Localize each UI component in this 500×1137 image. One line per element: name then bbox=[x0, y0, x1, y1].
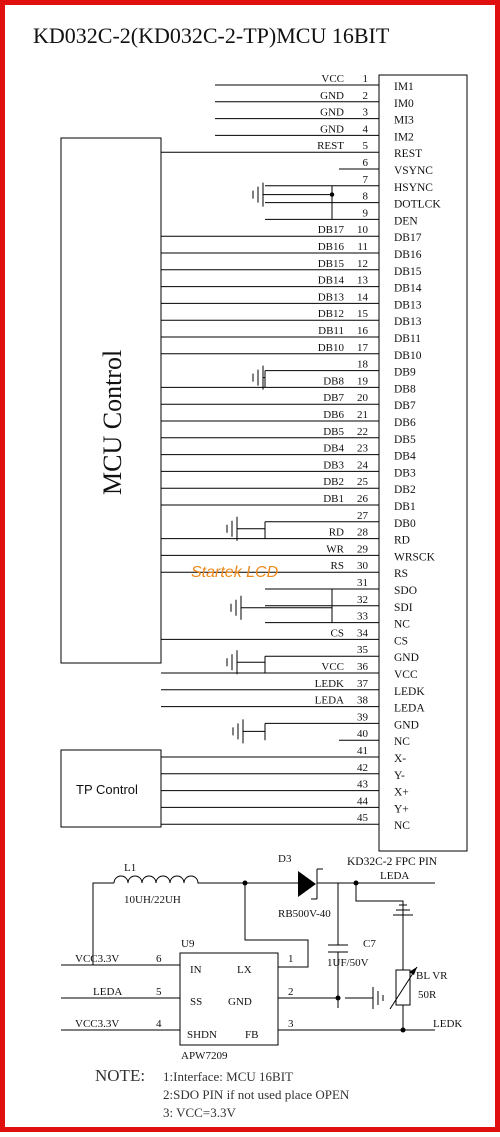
resistor-icon bbox=[396, 970, 410, 1005]
pin-row bbox=[161, 342, 422, 362]
pin-number: 11 bbox=[357, 241, 368, 253]
fpc-pin-label: DOTLCK bbox=[394, 198, 441, 211]
diode-icon bbox=[298, 869, 323, 899]
pin-number: 20 bbox=[357, 392, 368, 405]
pin-number: 17 bbox=[357, 341, 368, 354]
pin-signal-label: WR bbox=[326, 543, 344, 556]
ic-pin-name: GND bbox=[228, 996, 252, 1008]
pin-signal-label: DB6 bbox=[323, 409, 344, 421]
fpc-pin-label: DB4 bbox=[394, 450, 416, 463]
junction-dot bbox=[330, 192, 334, 196]
ic-part: APW7209 bbox=[181, 1050, 228, 1062]
pin-number: 34 bbox=[357, 627, 368, 640]
fpc-pin-label: IM1 bbox=[394, 81, 414, 93]
pin-number: 38 bbox=[357, 694, 368, 707]
ledk-output-label: LEDK bbox=[433, 1018, 463, 1030]
pin-number: 42 bbox=[357, 761, 368, 774]
pin-number: 35 bbox=[357, 644, 368, 657]
pin-row bbox=[161, 375, 416, 395]
inductor-icon bbox=[114, 876, 200, 883]
pin-row bbox=[215, 90, 414, 110]
pin-row bbox=[161, 325, 421, 345]
pin-row bbox=[161, 678, 425, 698]
pin-signal-label: DB2 bbox=[323, 476, 344, 489]
pin-row bbox=[161, 426, 416, 446]
ic-pin-name: IN bbox=[190, 964, 202, 976]
pin-row bbox=[161, 308, 422, 328]
pin-row bbox=[161, 409, 416, 429]
fpc-pin-label: LEDK bbox=[394, 685, 425, 698]
diode-part: RB500V-40 bbox=[278, 908, 331, 920]
pin-number: 39 bbox=[357, 711, 368, 724]
junction-dot bbox=[401, 1028, 406, 1033]
fpc-pin-label: NC bbox=[394, 736, 410, 749]
diode-ref: D3 bbox=[278, 853, 292, 865]
pin-row bbox=[161, 476, 416, 496]
fpc-pin-label: Y- bbox=[394, 769, 405, 782]
fpc-pin-label: GND bbox=[394, 719, 419, 732]
ic-pin-name: LX bbox=[237, 964, 252, 976]
pin-number: 32 bbox=[357, 593, 368, 606]
pin-row bbox=[215, 107, 414, 127]
note-line: 3: VCC=3.3V bbox=[163, 1105, 236, 1120]
pin-signal-label: REST bbox=[317, 140, 344, 153]
note-line: 2:SDO PIN if not used place OPEN bbox=[163, 1087, 350, 1102]
pin-signal-label: LEDA bbox=[314, 694, 344, 707]
pin-number: 40 bbox=[357, 728, 368, 741]
pin-number: 30 bbox=[357, 560, 368, 573]
fpc-pin-label: DB8 bbox=[394, 383, 416, 396]
watermark: Startek LCD bbox=[191, 564, 279, 581]
pin-signal-label: DB13 bbox=[317, 291, 344, 304]
connector-label: KD32C-2 FPC PIN bbox=[347, 856, 438, 868]
fpc-pin-label: DB11 bbox=[394, 333, 422, 345]
pin-signal-label: VCC bbox=[321, 661, 344, 673]
fpc-pin-label: IM0 bbox=[394, 97, 414, 110]
pin-number: 1 bbox=[362, 73, 368, 85]
pin-signal-label: GND bbox=[320, 89, 344, 102]
pin-signal-label: DB11 bbox=[318, 325, 344, 337]
pin-row bbox=[161, 241, 422, 261]
inductor-value: 10UH/22UH bbox=[124, 894, 181, 906]
fpc-pin-label: NC bbox=[394, 618, 410, 631]
pin-number: 45 bbox=[357, 812, 368, 825]
schematic-diagram bbox=[5, 5, 500, 1137]
pin-signal-label: GND bbox=[320, 123, 344, 136]
fpc-pin-label: DB3 bbox=[394, 467, 416, 480]
pin-number: 28 bbox=[357, 526, 368, 539]
pin-row bbox=[161, 224, 422, 244]
fpc-pin-label: VCC bbox=[394, 669, 418, 681]
pin-row bbox=[161, 627, 408, 647]
pin-row bbox=[161, 493, 416, 513]
fpc-pin-label: X- bbox=[394, 753, 407, 765]
notes-block bbox=[95, 1066, 350, 1120]
fpc-pin-label: REST bbox=[394, 148, 423, 161]
ic-ref: U9 bbox=[181, 938, 195, 950]
note-line: 1:Interface: MCU 16BIT bbox=[163, 1069, 293, 1084]
pin-number: 44 bbox=[357, 795, 368, 808]
junction-dot bbox=[354, 881, 359, 886]
fpc-pin-label: DB17 bbox=[394, 232, 422, 245]
fpc-pin-label: SDI bbox=[394, 601, 413, 614]
pin-signal-label: RS bbox=[330, 560, 344, 573]
pin-row bbox=[161, 291, 422, 311]
pin-row bbox=[161, 140, 422, 160]
fpc-pin-label: DB13 bbox=[394, 316, 422, 329]
fpc-pin-label: DB10 bbox=[394, 349, 422, 362]
pin-signal-label: DB17 bbox=[317, 224, 344, 237]
pin-signal-label: DB10 bbox=[317, 341, 344, 354]
fpc-pin-label: IM2 bbox=[394, 131, 414, 144]
ic-pin-name: FB bbox=[245, 1029, 259, 1041]
ic-pin-num: 6 bbox=[156, 953, 162, 965]
leda-output-label: LEDA bbox=[380, 870, 410, 882]
pin-number: 5 bbox=[362, 140, 368, 153]
pin-signal-label: DB14 bbox=[317, 274, 344, 287]
pin-signal-label: DB15 bbox=[317, 257, 344, 270]
pin-number: 19 bbox=[357, 375, 368, 388]
ic-pin-num: 2 bbox=[288, 986, 294, 998]
pin-signal-label: CS bbox=[330, 627, 344, 640]
ground-icon bbox=[373, 987, 383, 1009]
fpc-pin-label: Y+ bbox=[394, 803, 409, 816]
ic-pin-num: 5 bbox=[156, 986, 162, 998]
ic-net-ss: LEDA bbox=[93, 986, 123, 998]
fpc-pin-label: DB6 bbox=[394, 417, 416, 429]
fpc-pin-label: SDO bbox=[394, 585, 418, 597]
pin-number: 13 bbox=[357, 274, 368, 287]
tp-control-label: TP Control bbox=[76, 782, 138, 797]
pin-number: 14 bbox=[357, 291, 368, 304]
pin-number: 2 bbox=[362, 89, 368, 102]
pin-row bbox=[161, 695, 425, 715]
pin-row bbox=[161, 443, 416, 463]
pin-rows bbox=[161, 73, 441, 832]
fpc-pin-label: VSYNC bbox=[394, 165, 433, 177]
pin-signal-label: LEDK bbox=[314, 677, 344, 690]
pin-number: 37 bbox=[357, 677, 368, 690]
pin-row bbox=[161, 527, 410, 547]
pin-number: 43 bbox=[357, 778, 368, 791]
pin-signal-label: DB12 bbox=[317, 308, 344, 321]
cap-ref: C7 bbox=[363, 938, 376, 950]
mcu-control-label: MCU Control bbox=[98, 349, 127, 495]
pin-number: 36 bbox=[357, 661, 368, 673]
pin-row bbox=[161, 275, 422, 295]
diagram-title: KD032C-2(KD032C-2-TP)MCU 16BIT bbox=[33, 23, 390, 48]
pin-signal-label: DB8 bbox=[323, 375, 344, 388]
ic-pin-num: 4 bbox=[156, 1018, 162, 1030]
fpc-pin-label: DB2 bbox=[394, 484, 416, 497]
ic-pin-num: 1 bbox=[288, 953, 294, 965]
junction-dot bbox=[243, 881, 248, 886]
fpc-pin-label: RS bbox=[394, 568, 409, 581]
fpc-pin-label: DB14 bbox=[394, 282, 422, 295]
pin-number: 25 bbox=[357, 476, 368, 489]
pin-signal-label: DB5 bbox=[323, 425, 344, 438]
fpc-pin-label: NC bbox=[394, 820, 410, 833]
fpc-pin-label: CS bbox=[394, 635, 409, 648]
pin-signal-label: GND bbox=[320, 106, 344, 119]
pin-number: 6 bbox=[362, 157, 368, 169]
pin-row bbox=[265, 594, 413, 614]
pin-signal-label: VCC bbox=[321, 73, 344, 85]
ic-pin-num: 3 bbox=[288, 1018, 294, 1030]
fpc-pin-label: RD bbox=[394, 534, 410, 547]
fpc-pin-label: DB13 bbox=[394, 299, 422, 312]
backlight-circuit bbox=[61, 853, 462, 1062]
junction-dot bbox=[336, 996, 341, 1001]
pin-number: 3 bbox=[362, 106, 368, 119]
inductor-ref: L1 bbox=[124, 862, 137, 874]
pin-signal-label: RD bbox=[328, 526, 344, 539]
fpc-pin-label: WRSCK bbox=[394, 551, 435, 564]
pin-row bbox=[161, 392, 416, 412]
pin-number: 9 bbox=[362, 207, 368, 220]
pin-row bbox=[161, 762, 405, 782]
pin-number: 8 bbox=[362, 190, 368, 203]
pin-number: 24 bbox=[357, 459, 368, 472]
fpc-pin-label: MI3 bbox=[394, 114, 414, 127]
pin-number: 27 bbox=[357, 509, 368, 522]
pin-number: 15 bbox=[357, 308, 368, 321]
fpc-pin-label: DB5 bbox=[394, 433, 416, 446]
cap-value: 1UF/50V bbox=[327, 957, 369, 969]
pin-number: 31 bbox=[357, 577, 368, 589]
pin-number: 22 bbox=[357, 425, 368, 438]
ic-pin-name: SHDN bbox=[187, 1029, 217, 1041]
ic-net-shdn: VCC3.3V bbox=[75, 1018, 120, 1030]
ic-pin-name: SS bbox=[190, 996, 203, 1008]
pin-number: 23 bbox=[357, 442, 368, 455]
fpc-pin-label: DEN bbox=[394, 215, 418, 228]
pin-row bbox=[161, 779, 409, 799]
pin-row bbox=[215, 123, 414, 143]
fpc-pin-label: X+ bbox=[394, 786, 409, 799]
pin-number: 4 bbox=[362, 123, 368, 136]
fpc-pin-label: DB9 bbox=[394, 366, 416, 379]
fpc-pin-label: HSYNC bbox=[394, 181, 433, 194]
pin-row bbox=[161, 459, 416, 479]
pin-signal-label: DB4 bbox=[323, 442, 344, 455]
pin-number: 7 bbox=[362, 173, 368, 186]
resistor-value: 50R bbox=[418, 989, 437, 1001]
pin-number: 12 bbox=[357, 257, 368, 270]
pin-number: 26 bbox=[357, 493, 368, 505]
fpc-pin-label: DB1 bbox=[394, 501, 416, 513]
pin-row bbox=[161, 812, 410, 832]
pin-row bbox=[215, 73, 414, 93]
resistor-ref: BL VR bbox=[416, 970, 448, 982]
note-heading: NOTE: bbox=[95, 1066, 146, 1085]
pin-row bbox=[161, 258, 422, 278]
pin-signal-label: DB16 bbox=[317, 241, 344, 253]
fpc-pin-label: DB7 bbox=[394, 400, 416, 413]
pin-row bbox=[161, 745, 406, 765]
pin-number: 41 bbox=[357, 745, 368, 757]
pin-number: 10 bbox=[357, 224, 368, 237]
pin-number: 16 bbox=[357, 325, 368, 337]
pin-number: 21 bbox=[357, 409, 368, 421]
pin-number: 18 bbox=[357, 358, 368, 371]
pin-number: 29 bbox=[357, 543, 368, 556]
ic-net-in: VCC3.3V bbox=[75, 953, 120, 965]
pin-signal-label: DB7 bbox=[323, 392, 344, 405]
fpc-pin-label: GND bbox=[394, 652, 419, 665]
pin-signal-label: DB3 bbox=[323, 459, 344, 472]
fpc-pin-label: DB16 bbox=[394, 249, 422, 261]
pin-number: 33 bbox=[357, 610, 368, 623]
fpc-pin-label: DB15 bbox=[394, 265, 422, 278]
fpc-pin-label: DB0 bbox=[394, 517, 416, 530]
pin-row bbox=[161, 795, 409, 815]
pin-signal-label: DB1 bbox=[323, 493, 344, 505]
fpc-pin-label: LEDA bbox=[394, 702, 425, 715]
